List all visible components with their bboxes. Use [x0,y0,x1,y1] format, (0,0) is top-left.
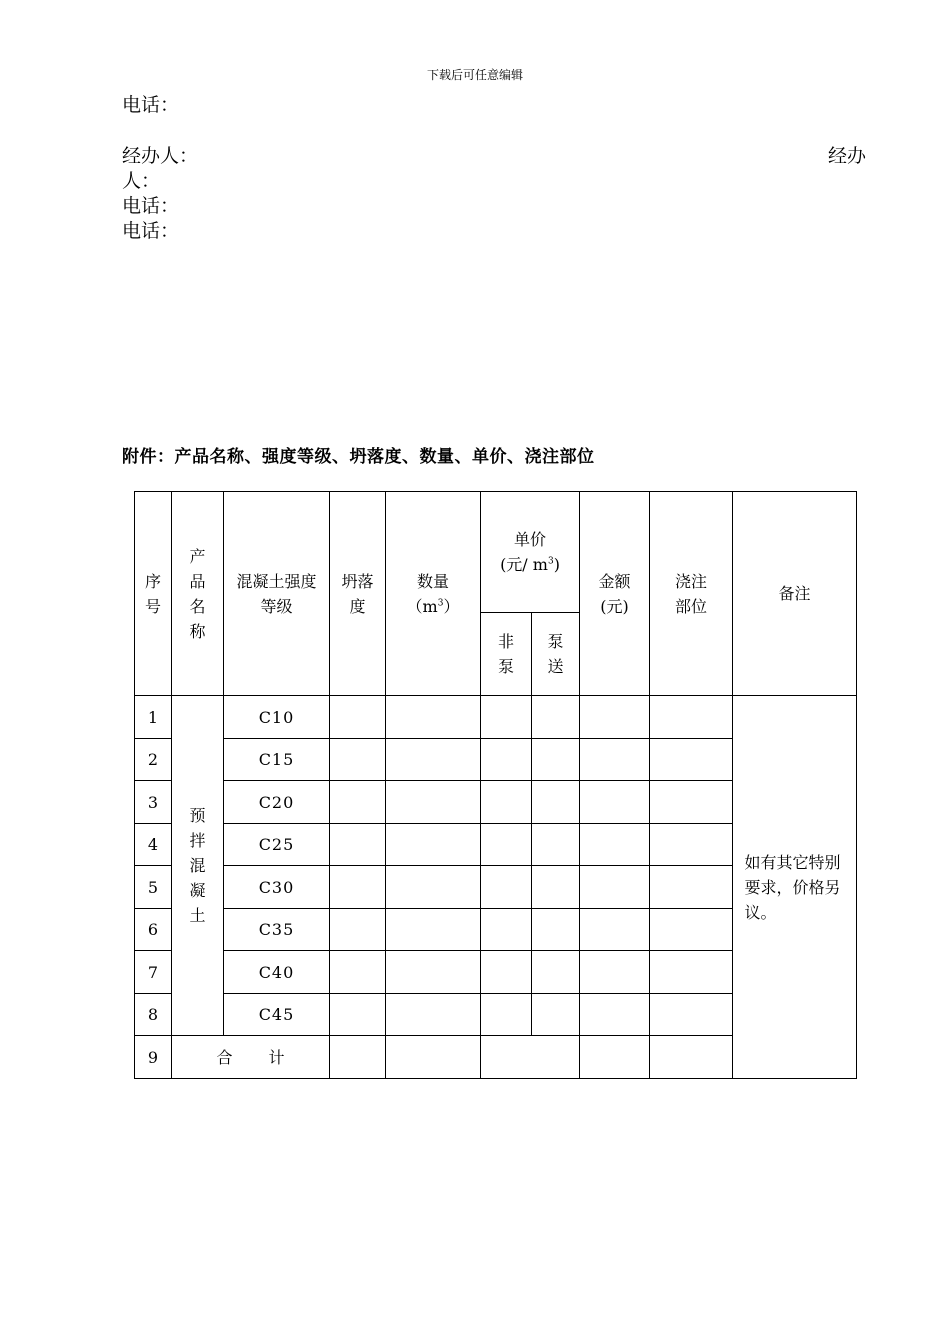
pump-price-cell [532,824,580,866]
row-grade: C35 [224,909,330,951]
header-amount: 金额 (元) [580,492,650,696]
non-pump-price-cell [481,739,532,781]
quantity-cell [386,866,481,909]
phone-label-3: 电话： [122,220,180,242]
slump-cell [330,739,386,781]
amount-cell [580,696,650,739]
agent-label-left: 经办人： [122,145,199,167]
row-seq: 4 [135,824,172,866]
row-grade: C10 [224,696,330,739]
quantity-cell [386,1036,481,1079]
pour-location-cell [650,824,733,866]
agent-label-wrap: 人： [122,170,161,192]
download-watermark: 下载后可任意编辑 [426,68,523,82]
amount-cell [580,909,650,951]
non-pump-price-cell [481,824,532,866]
amount-cell [580,824,650,866]
pump-price-cell [532,909,580,951]
quantity-cell [386,909,481,951]
quantity-cell [386,739,481,781]
header-pour-location: 浇注部位 [650,492,733,696]
row-seq: 7 [135,951,172,994]
quantity-cell [386,696,481,739]
slump-cell [330,824,386,866]
remark-note-cell: 如有其它特别要求，价格另议。 [733,696,857,1079]
non-pump-price-cell [481,951,532,994]
header-seq: 序号 [135,492,172,696]
quantity-cell [386,951,481,994]
price-cell [481,1036,580,1079]
amount-cell [580,994,650,1036]
pour-location-cell [650,781,733,824]
pump-price-cell [532,781,580,824]
slump-cell [330,1036,386,1079]
non-pump-price-cell [481,696,532,739]
pump-price-cell [532,866,580,909]
row-seq: 3 [135,781,172,824]
non-pump-price-cell [481,909,532,951]
amount-cell [580,866,650,909]
pour-location-cell [650,696,733,739]
row-grade: C30 [224,866,330,909]
slump-cell [330,866,386,909]
phone-label-2: 电话： [122,195,180,217]
row-grade: C40 [224,951,330,994]
quantity-cell [386,994,481,1036]
header-non-pump: 非泵 [481,613,532,696]
amount-cell [580,739,650,781]
non-pump-price-cell [481,866,532,909]
row-seq: 8 [135,994,172,1036]
slump-cell [330,994,386,1036]
pour-location-cell [650,739,733,781]
pour-location-cell [650,909,733,951]
phone-label-1: 电话： [122,94,180,116]
header-pump: 泵送 [532,613,580,696]
pump-price-cell [532,951,580,994]
row-grade: C25 [224,824,330,866]
pour-location-cell [650,866,733,909]
amount-cell [580,1036,650,1079]
pump-price-cell [532,696,580,739]
attachment-title: 附件：产品名称、强度等级、坍落度、数量、单价、浇注部位 [122,447,595,467]
row-seq: 5 [135,866,172,909]
amount-cell [580,951,650,994]
row-seq: 6 [135,909,172,951]
quantity-cell [386,824,481,866]
agent-label-right: 经办 [828,145,867,167]
slump-cell [330,909,386,951]
product-name-cell: 预拌混凝土 [172,696,224,1036]
table-row [135,696,857,739]
quantity-cell [386,781,481,824]
row-seq: 9 [135,1036,172,1079]
pour-location-cell [650,994,733,1036]
header-strength-grade: 混凝土强度等级 [224,492,330,696]
pour-location-cell [650,951,733,994]
price-table [134,491,857,1079]
header-unit-price: 单价 (元/ $m^3$) [481,492,580,613]
row-grade: C45 [224,994,330,1036]
header-product-name: 产品名称 [172,492,224,696]
header-remarks: 备注 [733,492,857,696]
slump-cell [330,951,386,994]
slump-cell [330,696,386,739]
pour-location-cell [650,1036,733,1079]
amount-cell [580,781,650,824]
row-seq: 1 [135,696,172,739]
header-slump: 坍落度 [330,492,386,696]
non-pump-price-cell [481,781,532,824]
row-grade: C20 [224,781,330,824]
pump-price-cell [532,994,580,1036]
pump-price-cell [532,739,580,781]
non-pump-price-cell [481,994,532,1036]
slump-cell [330,781,386,824]
total-label: 合 计 [172,1036,330,1079]
row-grade: C15 [224,739,330,781]
row-seq: 2 [135,739,172,781]
header-quantity: 数量 $(m^3)$ [386,492,481,696]
